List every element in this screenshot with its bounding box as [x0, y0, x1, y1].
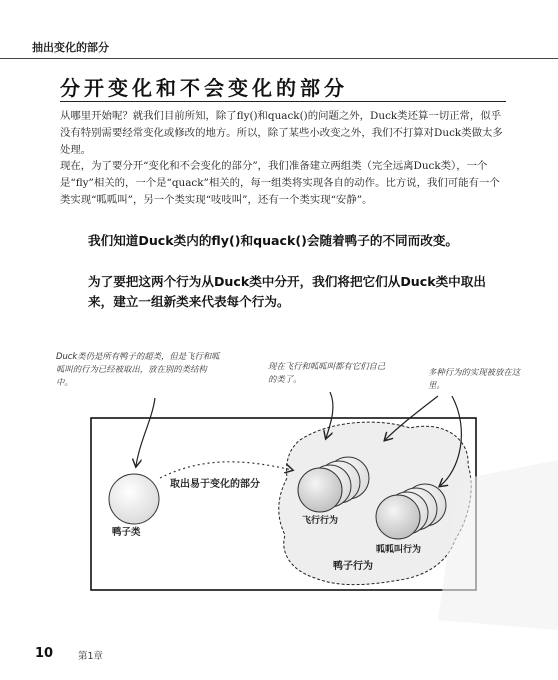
chapter-label: 第1章 [78, 651, 104, 662]
fly-behaviors-label: 飞行行为 [302, 516, 339, 526]
duck-behaviors-label: 鸭子行为 [333, 561, 373, 572]
lead-statement-2: 为了要把这两个行为从Duck类中分开，我们将把它们从Duck类中取出来，建立一组新类来代表每个行为。 [88, 274, 486, 309]
intro-paragraph: 从哪里开始呢？就我们目前所知，除了fly()和quack()的问题之外，Duck类还算一切正常，似乎没有特别需要经常变化或修改的地方。所以，除了某些小改变之外，我们不打算对Duck类做太多处理。 [60, 110, 503, 156]
section-header: 抽出变化的部分 [32, 41, 109, 54]
arrow-note-duck [136, 398, 155, 466]
extract-label: 取出易于变化的部分 [170, 479, 260, 490]
watermark-logo [418, 460, 558, 630]
note-implementations: 多种行为的实现被放在这里。 [428, 367, 521, 390]
detail-paragraph: 现在，为了要分开“变化和不会变化的部分”，我们准备建立两组类（完全远离Duck类），一个是“fly”相关的，一个是“quack”相关的，每一组类将实现各自的动作。比方说，我们可能有一个类实现“呱呱叫”，另一个类实现“吱吱叫”，还有一个类实现“安静”。 [60, 160, 500, 206]
duck-class-ball [109, 474, 159, 524]
duck-class-label: 鸭子类 [112, 527, 141, 538]
page-title: 分开变化和不会变化的部分 [60, 76, 348, 100]
note-duck-superclass: Duck类仍是所有鸭子的超类，但是飞行和呱呱叫的行为已经被取出，放在别的类结构中。 [56, 351, 220, 387]
quack-behaviors-label: 呱呱叫行为 [376, 545, 422, 555]
note-own-classes: 现在飞行和呱呱叫都有它们自己的类了。 [268, 361, 386, 384]
lead-statement: 我们知道Duck类内的fly()和quack()会随着鸭子的不同而改变。 [88, 233, 459, 248]
page-number: 10 [35, 646, 54, 661]
